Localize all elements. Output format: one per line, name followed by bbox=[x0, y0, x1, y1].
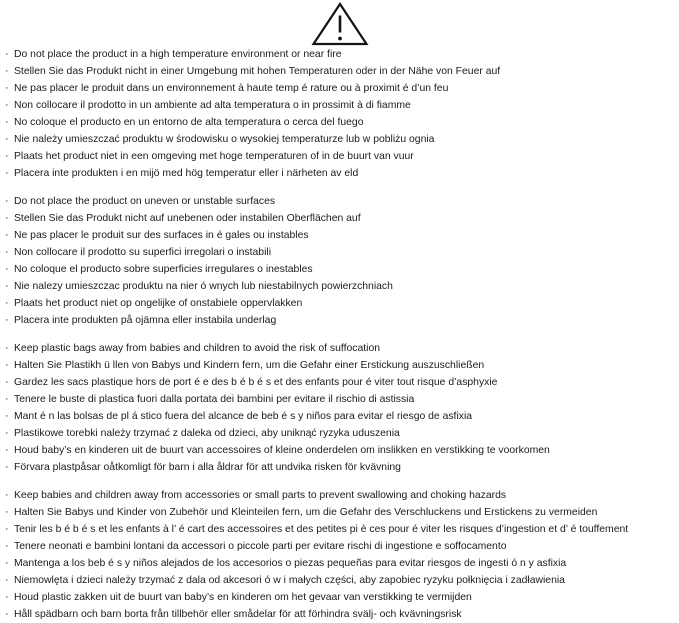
warning-line bbox=[5, 261, 679, 278]
warning-line bbox=[5, 244, 679, 261]
warning-text: Keep babies and children away from accessories or small parts to prevent swallowing and choking hazards bbox=[14, 490, 507, 501]
warning-text: Houd plastic zakken uit de buurt van baby’s en kinderen om het gevaar van verstikking te vermijden bbox=[14, 592, 472, 603]
bullet-marker: · bbox=[5, 489, 9, 501]
warning-line bbox=[5, 295, 679, 312]
bullet-marker: · bbox=[5, 99, 9, 111]
bullet-marker: · bbox=[5, 591, 9, 603]
warning-line bbox=[5, 340, 679, 357]
warning-text: Do not place the product in a high temperature environment or near fire bbox=[14, 49, 342, 60]
warning-line bbox=[5, 357, 679, 374]
warning-line bbox=[5, 278, 679, 295]
bullet-marker: · bbox=[5, 608, 9, 620]
warning-text: Plaats het product niet in een omgeving met hoge temperaturen of in de buurt van vuur bbox=[14, 151, 414, 162]
bullet-marker: · bbox=[5, 574, 9, 586]
bullet-marker: · bbox=[5, 167, 9, 179]
bullet-marker: · bbox=[5, 410, 9, 422]
warning-text: Mant é n las bolsas de pl á stico fuera del alcance de beb é s y niños para evitar el riesgo de asfixia bbox=[14, 411, 473, 422]
warning-text: Keep plastic bags away from babies and children to avoid the risk of suffocation bbox=[14, 343, 381, 354]
warning-text: Non collocare il prodotto su superfici irregolari o instabili bbox=[14, 247, 272, 258]
warning-text: Plaats het product niet op ongelijke of onstabiele oppervlakken bbox=[14, 298, 303, 309]
bullet-marker: · bbox=[5, 427, 9, 439]
bullet-marker: · bbox=[5, 444, 9, 456]
warning-line bbox=[5, 148, 679, 165]
bullet-marker: · bbox=[5, 229, 9, 241]
bullet-marker: · bbox=[5, 195, 9, 207]
bullet-marker: · bbox=[5, 48, 9, 60]
warning-line bbox=[5, 391, 679, 408]
bullet-marker: · bbox=[5, 133, 9, 145]
warning-text: Placera inte produkten i en mijö med hög temperatur eller i närheten av eld bbox=[14, 168, 359, 179]
warning-line bbox=[5, 442, 679, 459]
warning-text: Placera inte produkten på ojämna eller instabila underlag bbox=[14, 315, 277, 326]
bullet-marker: · bbox=[5, 150, 9, 162]
warning-line bbox=[5, 227, 679, 244]
warning-section-high-temperature bbox=[5, 46, 679, 182]
warning-line bbox=[5, 589, 679, 606]
warning-triangle-icon bbox=[311, 2, 369, 46]
warning-text: No coloque el producto en un entorno de alta temperatura o cerca del fuego bbox=[14, 117, 364, 128]
warning-section-small-parts bbox=[5, 487, 679, 623]
bullet-marker: · bbox=[5, 393, 9, 405]
warning-line bbox=[5, 606, 679, 623]
warning-line bbox=[5, 538, 679, 555]
warning-text: Tenir les b é b é s et les enfants à l’ é cart des accessoires et des petites pi è ces pour é viter les risques d’ingestion et d’ é touffement bbox=[14, 524, 629, 535]
warning-text: Houd baby’s en kinderen uit de buurt van accessoires of kleine onderdelen om inslikken en verstikking te voorkomen bbox=[14, 445, 550, 456]
warning-text: Plastikowe torebki należy trzymać z daleka od dzieci, aby uniknąć ryzyka uduszenia bbox=[14, 428, 400, 439]
bullet-marker: · bbox=[5, 359, 9, 371]
warning-section-plastic-bags bbox=[5, 340, 679, 476]
warning-text: Håll spädbarn och barn borta från tillbehör eller smådelar för att förhindra svälj- och kvävningsrisk bbox=[14, 609, 462, 620]
bullet-marker: · bbox=[5, 506, 9, 518]
warning-line bbox=[5, 504, 679, 521]
warning-line bbox=[5, 408, 679, 425]
warning-line bbox=[5, 312, 679, 329]
warning-line bbox=[5, 80, 679, 97]
warning-line bbox=[5, 555, 679, 572]
warning-line bbox=[5, 131, 679, 148]
warning-text: Tenere le buste di plastica fuori dalla portata dei bambini per evitare il rischio di astissia bbox=[14, 394, 415, 405]
warning-text: Ne pas placer le produit dans un environnement à haute temp é rature ou à proximit é d’un feu bbox=[14, 83, 449, 94]
warning-line bbox=[5, 97, 679, 114]
bullet-marker: · bbox=[5, 461, 9, 473]
warning-line bbox=[5, 487, 679, 504]
bullet-marker: · bbox=[5, 246, 9, 258]
warning-line bbox=[5, 425, 679, 442]
bullet-marker: · bbox=[5, 557, 9, 569]
warning-text: No coloque el producto sobre superficies irregulares o inestables bbox=[14, 264, 313, 275]
warning-line bbox=[5, 193, 679, 210]
warning-text: Tenere neonati e bambini lontani da accessori o piccole parti per evitare rischi di ingestione e soffocamento bbox=[14, 541, 507, 552]
bullet-marker: · bbox=[5, 342, 9, 354]
warning-text: Stellen Sie das Produkt nicht auf unebenen oder instabilen Oberflächen auf bbox=[14, 213, 361, 224]
bullet-marker: · bbox=[5, 65, 9, 77]
warning-text: Gardez les sacs plastique hors de port é e des b é b é s et des enfants pour é viter tout risque d’asphyxie bbox=[14, 377, 498, 388]
warning-text: Ne pas placer le produit sur des surfaces in é gales ou instables bbox=[14, 230, 309, 241]
bullet-marker: · bbox=[5, 212, 9, 224]
warning-text: Förvara plastpåsar oåtkomligt för barn i alla åldrar för att undvika risken för kvävning bbox=[14, 462, 401, 473]
warning-line bbox=[5, 374, 679, 391]
bullet-marker: · bbox=[5, 376, 9, 388]
bullet-marker: · bbox=[5, 314, 9, 326]
bullet-marker: · bbox=[5, 116, 9, 128]
warning-section-unstable-surfaces bbox=[5, 193, 679, 329]
warning-text: Non collocare il prodotto in un ambiente ad alta temperatura o in prossimit à di fiamme bbox=[14, 100, 411, 111]
bullet-marker: · bbox=[5, 523, 9, 535]
warning-text: Halten Sie Babys und Kinder von Zubehör und Kleinteilen fern, um die Gefahr des Verschluckens und Erstickens zu vermeiden bbox=[14, 507, 598, 518]
warning-text: Nie należy umieszczać produktu w środowisku o wysokiej temperaturze lub w pobliżu ognia bbox=[14, 134, 435, 145]
bullet-marker: · bbox=[5, 540, 9, 552]
warning-line bbox=[5, 63, 679, 80]
bullet-marker: · bbox=[5, 82, 9, 94]
bullet-marker: · bbox=[5, 263, 9, 275]
warning-line bbox=[5, 165, 679, 182]
warning-text: Niemowlęta i dzieci należy trzymać z dala od akcesori ó w i małych części, aby zapobiec ryzyku połknięcia i zadławienia bbox=[14, 575, 565, 586]
warning-line bbox=[5, 572, 679, 589]
warning-line bbox=[5, 210, 679, 227]
warning-line bbox=[5, 459, 679, 476]
bullet-marker: · bbox=[5, 280, 9, 292]
warning-text: Stellen Sie das Produkt nicht in einer Umgebung mit hohen Temperaturen oder in der Nähe von Feuer auf bbox=[14, 66, 501, 77]
warning-text: Nie nalezy umieszczac produktu na nier ó wnych lub niestabilnych powierzchniach bbox=[14, 281, 393, 292]
warning-line bbox=[5, 46, 679, 63]
warning-text: Do not place the product on uneven or unstable surfaces bbox=[14, 196, 276, 207]
warning-icon-row bbox=[5, 2, 674, 46]
warning-line bbox=[5, 114, 679, 131]
warning-text: Halten Sie Plastikh ü llen von Babys und Kindern fern, um die Gefahr einer Erstickung auszuschließen bbox=[14, 360, 485, 371]
bullet-marker: · bbox=[5, 297, 9, 309]
warning-line bbox=[5, 521, 679, 538]
warning-text: Mantenga a los beb é s y niños alejados de los accesorios o piezas pequeñas para evitar riesgos de ingesti ó n y asfixia bbox=[14, 558, 567, 569]
